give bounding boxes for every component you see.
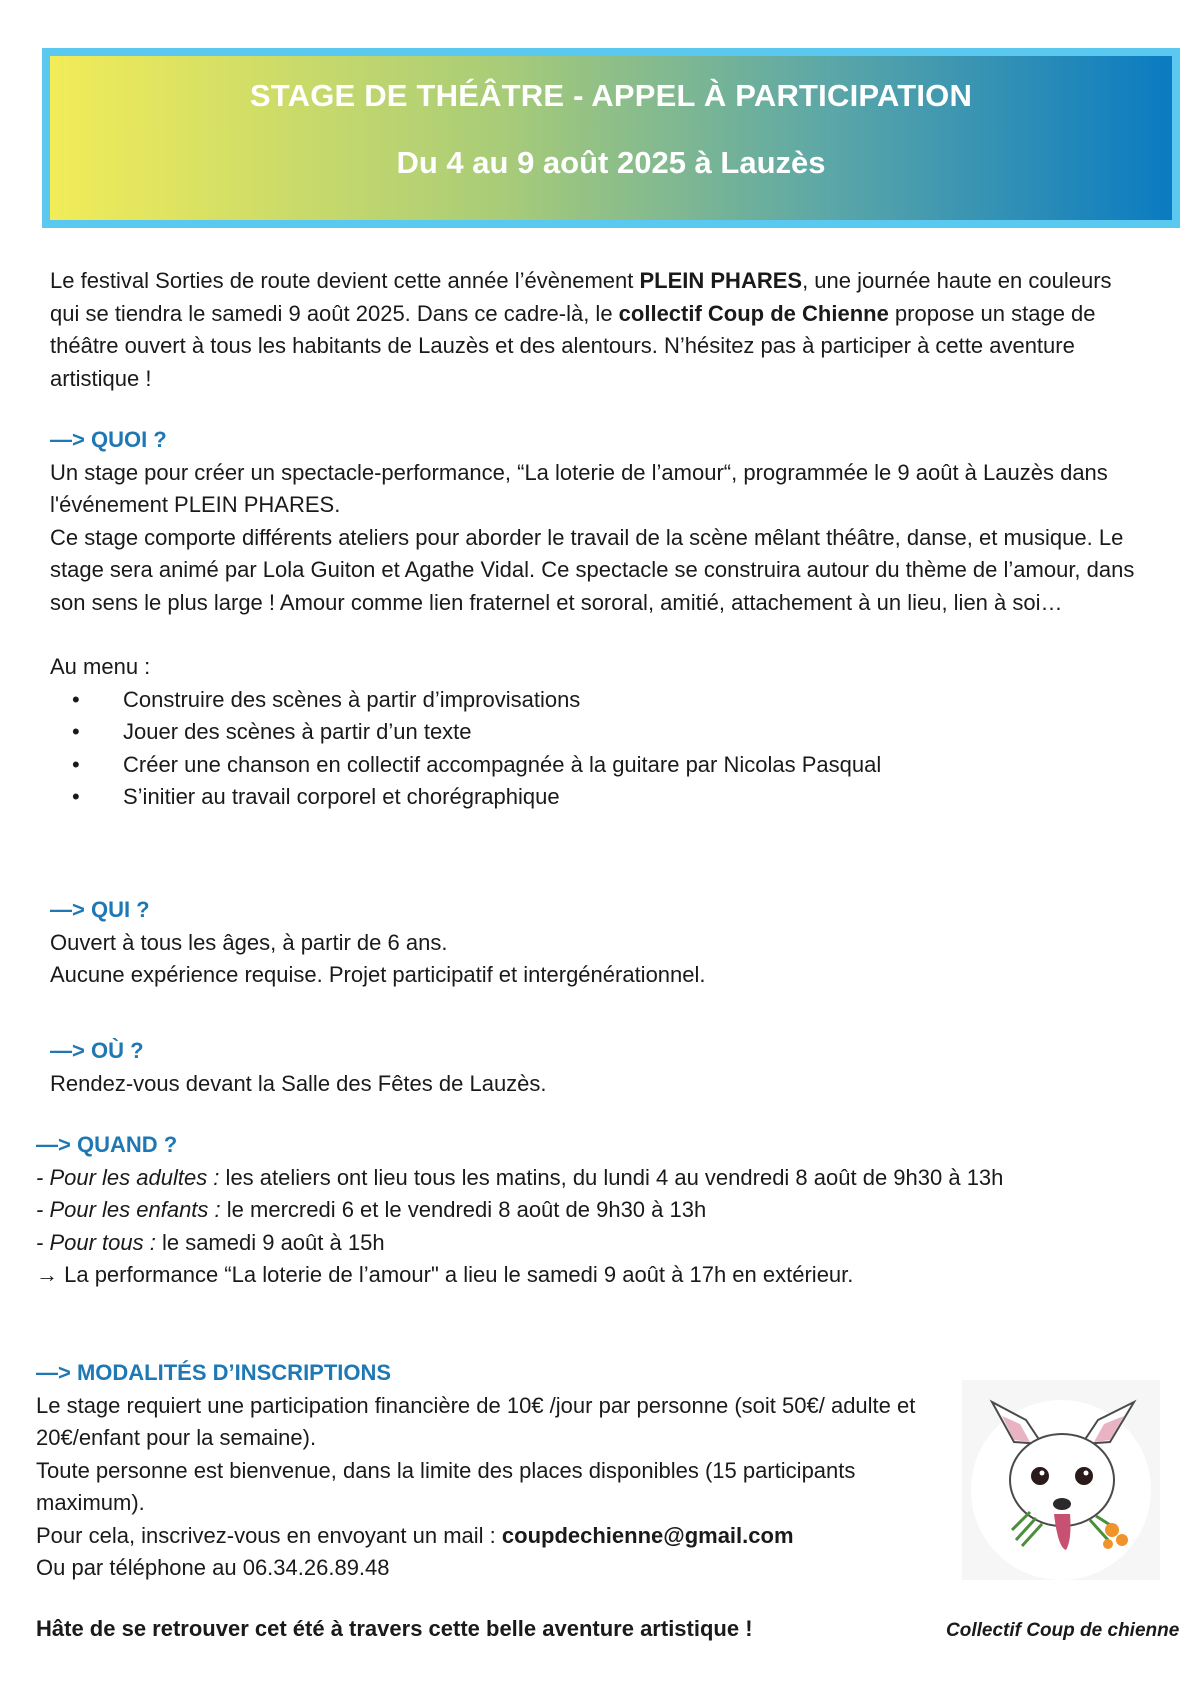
banner-gradient xyxy=(50,56,1172,220)
quand-kids: - Pour les enfants : le mercredi 6 et le vendredi 8 août de 9h30 à 13h xyxy=(36,1197,707,1222)
quand-heading: —> QUAND ? xyxy=(36,1132,178,1157)
chihuahua-logo xyxy=(962,1380,1160,1580)
collective-name: collectif Coup de Chienne xyxy=(618,300,889,326)
quoi-line2: Ce stage comporte différents ateliers pour aborder le travail de la scène mêlant théâtre, danse, et musique. Le stage sera animé par Lola Guiton et Agathe Vidal. Ce spectacle se construira autour du thème de l’amour, dans son sens le plus large ! Amour comme lien fraternel et sororal, amitié, attachement à un lieu, lien à soi… xyxy=(50,524,1135,615)
email-address: coupdechienne@gmail.com xyxy=(501,1522,794,1548)
qui-heading: —> QUI ? xyxy=(50,897,150,922)
quand-performance: → La performance “La loterie de l’amour" a lieu le samedi 9 août à 17h en extérieur. xyxy=(36,1262,854,1287)
quoi-heading: —> QUOI ? xyxy=(50,427,167,452)
section-qui xyxy=(50,894,1145,992)
inscriptions-heading: —> MODALITÉS D’INSCRIPTIONS xyxy=(36,1360,392,1385)
menu-label: Au menu : xyxy=(50,654,151,679)
ou-line1: Rendez-vous devant la Salle des Fêtes de Lauzès. xyxy=(50,1070,547,1096)
event-name: PLEIN PHARES xyxy=(639,268,803,293)
quand-adults: - Pour les adultes : les ateliers ont lieu tous les matins, du lundi 4 au vendredi 8 août de 9h30 à 13h xyxy=(36,1164,1004,1190)
list-item: • Créer une chanson en collectif accompagnée à la guitare par Nicolas Pasqual xyxy=(50,749,1145,782)
intro-text: , une journée haute en couleurs qui se tiendra le samedi 9 août 2025. Dans ce cadre-là, le xyxy=(50,268,1112,326)
intro-text: Le festival Sorties de route devient cette année l’évènement xyxy=(50,268,640,293)
section-quoi xyxy=(50,424,1145,814)
page-subtitle: Du 4 au 9 août 2025 à Lauzès xyxy=(396,145,826,180)
signature: Collectif Coup de chienne xyxy=(946,1620,1180,1641)
list-item: • Jouer des scènes à partir d’un texte xyxy=(50,716,1145,749)
section-inscriptions xyxy=(36,1357,941,1585)
title-banner xyxy=(42,48,1180,228)
ou-heading: —> OÙ ? xyxy=(50,1038,144,1063)
intro-paragraph xyxy=(50,265,1145,395)
quoi-line1: Un stage pour créer un spectacle-performance, “La loterie de l’amour“, programmée le 9 août à Lauzès dans l'événement PLEIN PHARES. xyxy=(50,459,1108,517)
closing-line: Hâte de se retrouver cet été à travers cette belle aventure artistique ! xyxy=(36,1616,753,1641)
menu-list xyxy=(50,684,1145,814)
inscriptions-line3: Pour cela, inscrivez-vous en envoyant un mail : coupdechienne@gmail.com xyxy=(36,1522,794,1548)
inscriptions-line1: Le stage requiert une participation financière de 10€ /jour par personne (soit 50€/ adulte et 20€/enfant pour la semaine). xyxy=(36,1392,916,1450)
chihuahua-illustration xyxy=(962,1380,1160,1580)
page-title: STAGE DE THÉÂTRE - APPEL À PARTICIPATION xyxy=(249,78,973,113)
list-item: • Construire des scènes à partir d’improvisations xyxy=(50,684,1145,717)
list-item: • S’initier au travail corporel et chorégraphique xyxy=(50,781,1145,814)
section-quand xyxy=(36,1129,1176,1292)
inscriptions-line2: Toute personne est bienvenue, dans la limite des places disponibles (15 participants maximum). xyxy=(36,1457,856,1515)
qui-line1: Ouvert à tous les âges, à partir de 6 ans. xyxy=(50,929,448,955)
intro-text: propose un stage de théâtre ouvert à tous les habitants de Lauzès et des alentours. N’hésitez pas à participer à cette aventure artistique ! xyxy=(50,300,1096,391)
quand-all: - Pour tous : le samedi 9 août à 15h xyxy=(36,1229,385,1255)
section-ou xyxy=(50,1035,1145,1100)
qui-line2: Aucune expérience requise. Projet participatif et intergénérationnel. xyxy=(50,962,706,987)
inscriptions-line4: Ou par téléphone au 06.34.26.89.48 xyxy=(36,1555,390,1580)
